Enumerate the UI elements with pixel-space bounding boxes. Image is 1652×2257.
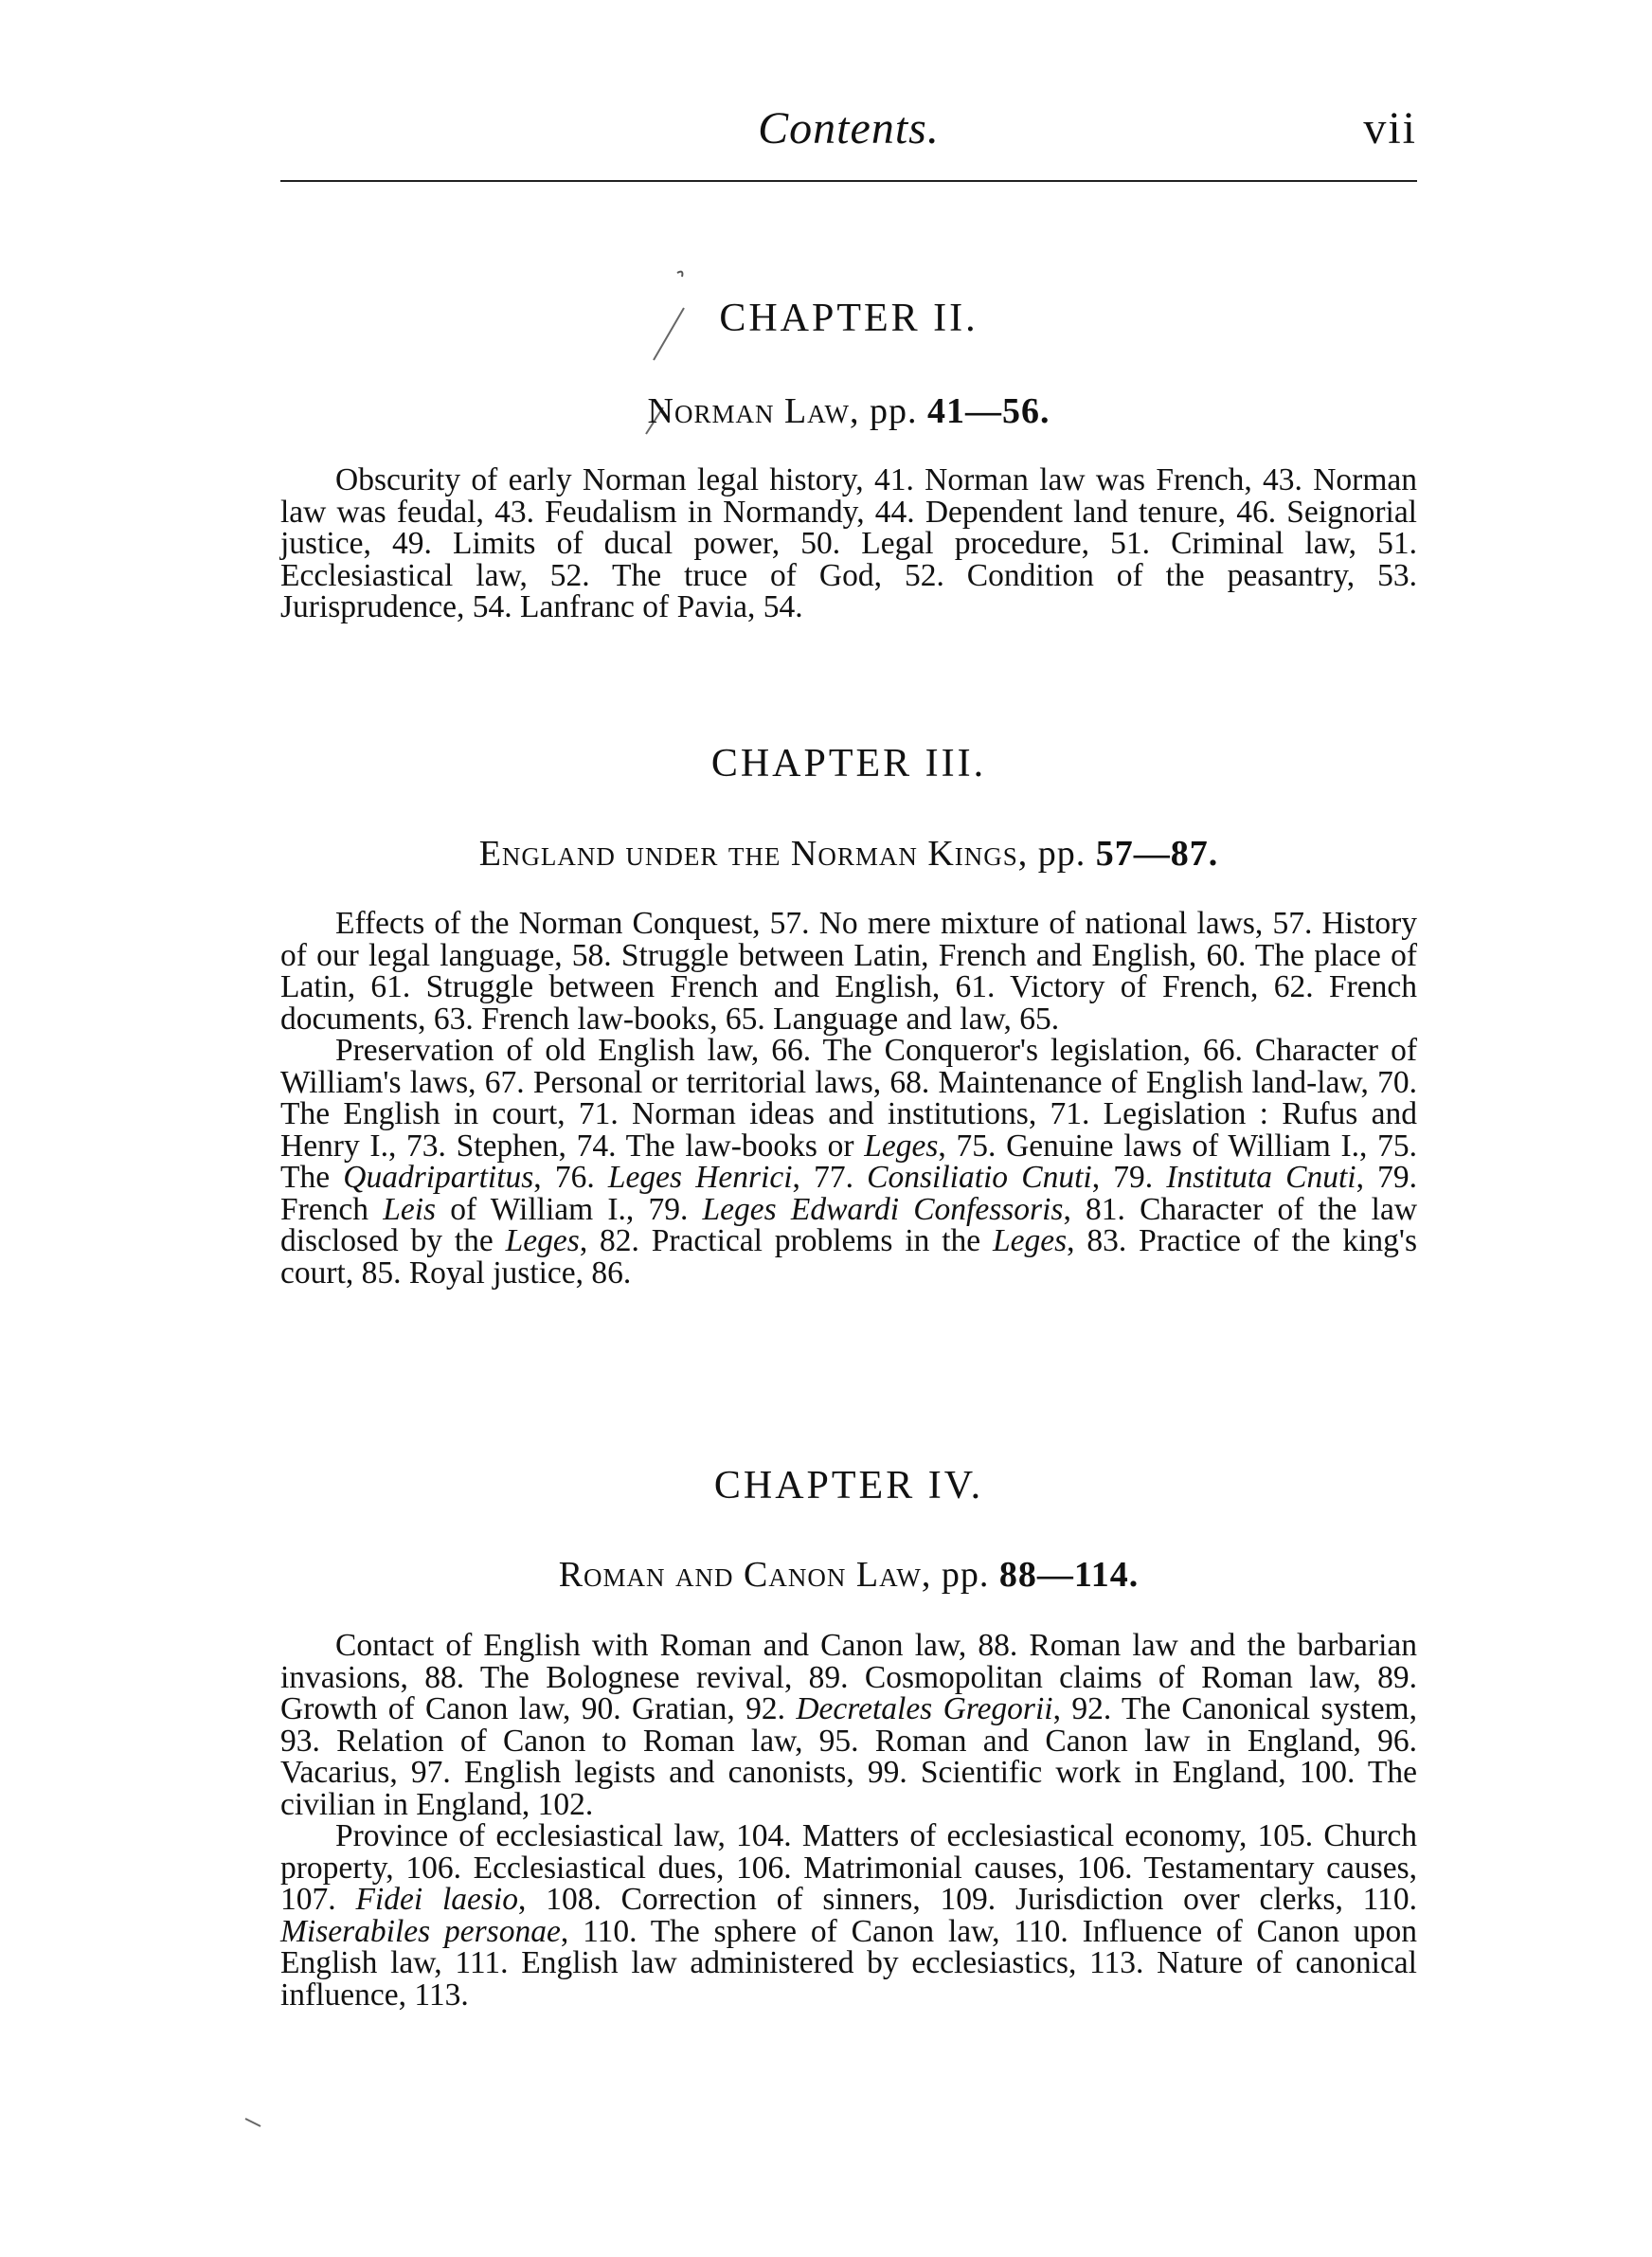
chapter-3-subtitle: [280, 833, 1417, 875]
chapter-3-heading: CHAPTER III.: [710, 742, 987, 785]
chapter-2-pp: pp.: [870, 391, 918, 431]
chapter-2-subtitle: [280, 390, 1417, 432]
header-rule: [280, 180, 1417, 182]
chapter-2-title: Norman Law,: [647, 391, 860, 431]
chapter-4-title: Roman and Canon Law,: [558, 1555, 932, 1595]
chapter-3-paragraph-1: Effects of the Norman Conquest, 57. No mere mixture of national laws, 57. History of our legal language, 58. Struggle between Latin, French and English, 60. The place of Latin, 61. Struggle between French and English, 61. Victory of French, 62. French documents, 63. French law-books, 65. Language and law, 65.: [280, 906, 1417, 1037]
chapter-3-entries: [280, 908, 1417, 1289]
chapter-3-paragraph-2: Preservation of old English law, 66. The Conqueror's legislation, 66. Character of William's laws, 67. Personal or territorial laws, 68. Maintenance of English land-law, 70. The English in court, 71. Norman ideas and institutions, 71. Legislation : Rufus and Henry I., 73. Stephen, 74. The law-books or Leges, 75. Genuine laws of William I., 75. The Quadripartitus, 76. Leges Henrici, 77. Consiliatio Cnuti, 79. Instituta Cnuti, 79. French Leis of William I., 79. Leges Edwardi Confessoris, 81. Character of the law disclosed by the Leges, 82. Practical problems in the Leges, 83. Practice of the king's court, 85. Royal justice, 86.: [280, 1033, 1418, 1291]
chapter-4-pp: pp.: [941, 1555, 990, 1595]
chapter-3-pp: pp.: [1037, 834, 1086, 874]
pencil-margin-mark: [242, 2115, 270, 2134]
chapter-3-title: England under the Norman Kings,: [478, 834, 1029, 874]
page-number: vii: [1363, 103, 1417, 153]
chapter-4-page-range: 88—114.: [998, 1555, 1140, 1595]
chapter-4-entries: [280, 1630, 1417, 2011]
chapter-4-paragraph-1: Contact of English with Roman and Canon law, 88. Roman law and the barbarian invasions, 88. The Bolognese revival, 89. Cosmopolitan claims of Roman law, 89. Growth of Canon law, 90. Gratian, 92. Decretales Gregorii, 92. The Canonical system, 93. Relation of Canon to Roman law, 95. Roman and Canon law in England, 96. Vacarius, 97. English legists and canonists, 99. Scientific work in England, 100. The civilian in England, 102.: [280, 1628, 1417, 1822]
chapter-4-paragraph-2: Province of ecclesiastical law, 104. Matters of ecclesiastical economy, 105. Church property, 106. Ecclesiastical dues, 106. Matrimonial causes, 106. Testamentary causes, 107. Fidei laesio, 108. Correction of sinners, 109. Jurisdiction over clerks, 110. Miserabiles personae, 110. The sphere of Canon law, 110. Influence of Canon upon English law, 111. English law administered by ecclesiastics, 113. Nature of canonical influence, 113.: [280, 1818, 1418, 2013]
chapter-2-page-range: 41—56.: [927, 391, 1050, 431]
chapter-2-paragraph: Obscurity of early Norman legal history, 41. Norman law was French, 43. Norman law was feudal, 43. Feudalism in Normandy, 44. Dependent land tenure, 46. Seignorial justice, 49. Limits of ducal power, 50. Legal procedure, 51. Criminal law, 51. Ecclesiastical law, 52. The truce of God, 52. Condition of the peasantry, 53. Jurisprudence, 54. Lanfranc of Pavia, 54.: [280, 462, 1417, 624]
page-header: [280, 95, 1417, 180]
chapter-2-entries: [280, 464, 1417, 623]
running-title: Contents.: [758, 103, 940, 153]
chapter-4-subtitle: [280, 1554, 1417, 1596]
chapter-2-heading: CHAPTER II.: [719, 297, 979, 340]
chapter-3-page-range: 57—87.: [1095, 834, 1219, 874]
chapter-4-heading: CHAPTER IV.: [713, 1464, 984, 1508]
